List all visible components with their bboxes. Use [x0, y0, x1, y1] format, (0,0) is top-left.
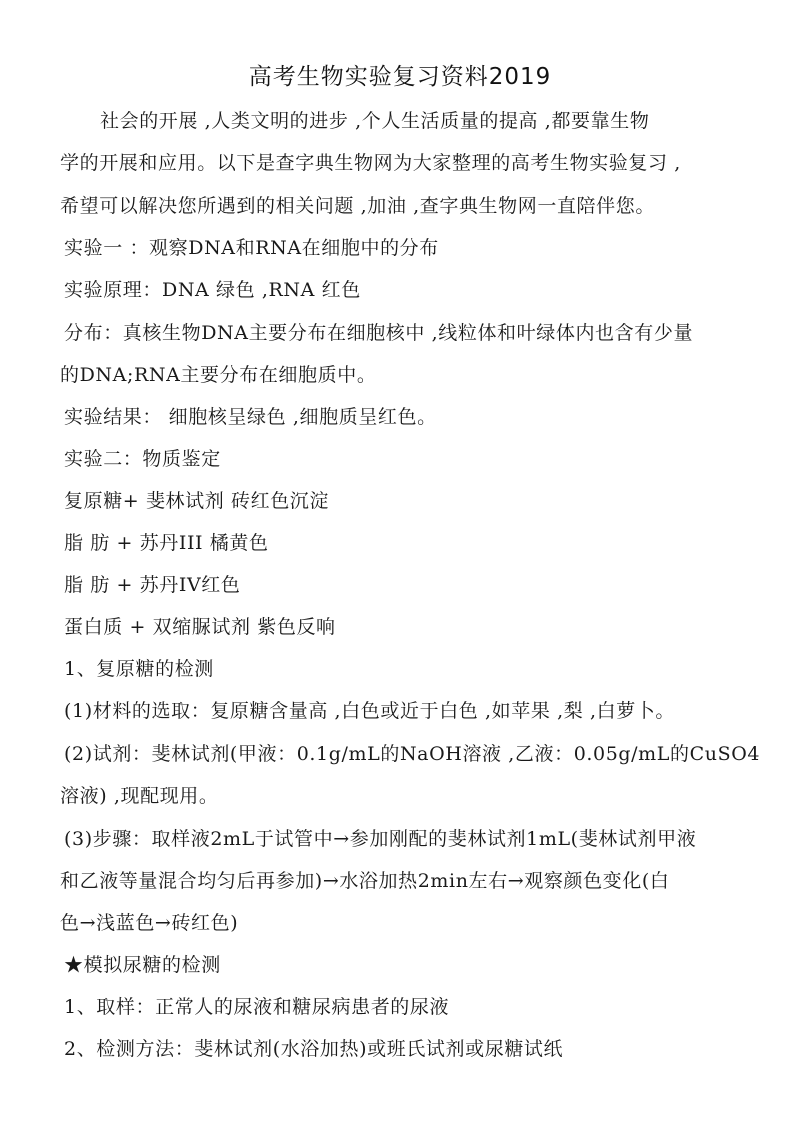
text-line: 实验原理：DNA 绿色 ,RNA 红色	[64, 279, 361, 301]
text-line: 实验一 ：观察DNA和RNA在细胞中的分布	[64, 237, 439, 259]
text-line: 脂 肪 + 苏丹III 橘黄色	[64, 532, 269, 554]
text-line: 实验二：物质鉴定	[64, 448, 221, 470]
text-line: 2、检测方法：斐林试剂(水浴加热)或班氏试剂或尿糖试纸	[64, 1038, 564, 1060]
text-line: 脂 肪 + 苏丹IV红色	[64, 574, 241, 596]
text-line: 溶液) ,现配现用。	[60, 785, 219, 807]
intro-line-1: 社会的开展 ,人类文明的进步 ,个人生活质量的提高 ,都要靠生物	[100, 110, 650, 132]
text-line: (2)试剂：斐林试剂(甲液：0.1g/mL的NaOH溶液 ,乙液：0.05g/mL的CuSO4	[64, 743, 761, 765]
text-line: ★模拟尿糖的检测	[64, 954, 221, 976]
text-line: 1、取样：正常人的尿液和糖尿病患者的尿液	[64, 996, 450, 1018]
text-line: 1、复原糖的检测	[64, 658, 214, 680]
text-line: (1)材料的选取：复原糖含量高 ,白色或近于白色 ,如苹果 ,梨 ,白萝卜。	[64, 700, 676, 722]
text-line: 复原糖+ 斐林试剂 砖红色沉淀	[64, 490, 329, 512]
text-line: 蛋白质 + 双缩脲试剂 紫色反响	[64, 616, 336, 638]
text-line: 实验结果： 细胞核呈绿色 ,细胞质呈红色。	[64, 406, 437, 428]
document-title: 高考生物实验复习资料2019	[248, 64, 552, 90]
intro-line-2: 学的开展和应用。以下是查字典生物网为大家整理的高考生物实验复习 ,	[60, 152, 681, 174]
text-line: 和乙液等量混合均匀后再参加)→水浴加热2min左右→观察颜色变化(白	[60, 870, 670, 892]
text-line: 的DNA;RNA主要分布在细胞质中。	[60, 364, 377, 386]
text-line: 分布：真核生物DNA主要分布在细胞核中 ,线粒体和叶绿体内也含有少量	[64, 322, 694, 344]
intro-line-3: 希望可以解决您所遇到的相关问题 ,加油 ,查字典生物网一直陪伴您。	[60, 195, 655, 217]
text-line: (3)步骤：取样液2mL于试管中→参加刚配的斐林试剂1mL(斐林试剂甲液	[64, 828, 697, 850]
text-line: 色→浅蓝色→砖红色)	[60, 912, 239, 934]
